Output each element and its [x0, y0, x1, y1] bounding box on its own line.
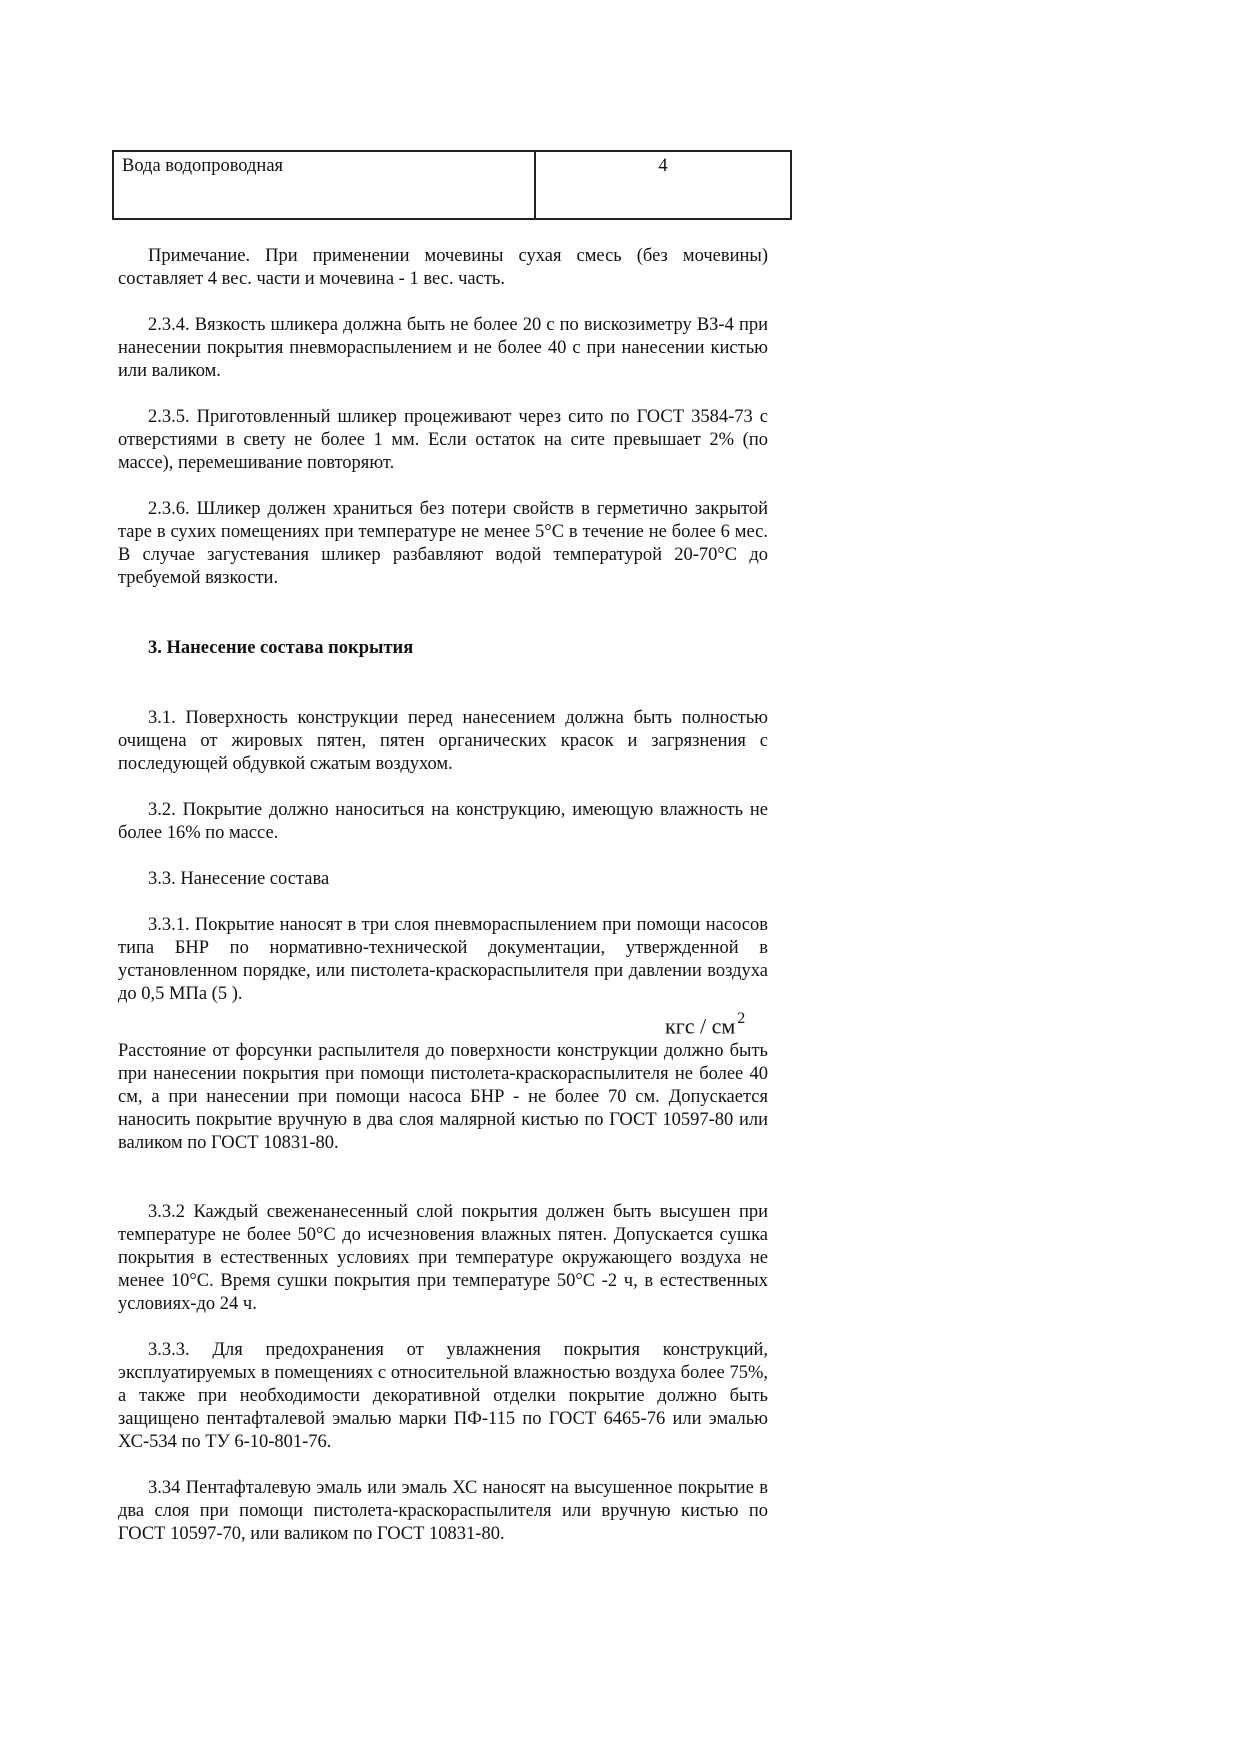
table-cell-value: 4	[535, 151, 791, 219]
formula-unit: кгс / см	[665, 1013, 736, 1039]
paragraph-2-3-4: 2.3.4. Вязкость шликера должна быть не более 20 с по вискозиметру ВЗ-4 при нанесении покрытия пневмораспылением и не более 40 с при нанесении кистью или валиком.	[118, 315, 768, 381]
paragraph-3-2: 3.2. Покрытие должно наноситься на конструкцию, имеющую влажность не более 16% по массе.	[118, 800, 768, 843]
paragraph-3-34: 3.34 Пентафталевую эмаль или эмаль ХС наносят на высушенное покрытие в два слоя при помощи пистолета-краскораспылителя или вручную кистью по ГОСТ 10597-70, или валиком по ГОСТ 10831-80.	[118, 1478, 768, 1544]
paragraph-3-3-1-continued: Расстояние от форсунки распылителя до поверхности конструкции должно быть при нанесении покрытия при помощи пистолета-краскораспылителя не более 40 см, а при нанесении при помощи насоса БНР - не более 70 см. Допускается наносить покрытие вручную в два слоя малярной кистью по ГОСТ 10597-80 или валиком по ГОСТ 10831-80.	[118, 1041, 768, 1153]
unit-formula	[665, 1008, 745, 1039]
paragraph-3-3-1: 3.3.1. Покрытие наносят в три слоя пневмораспылением при помощи насосов типа БНР по нормативно-технической документации, утвержденной в установленном порядке, или пистолета-краскораспылителя при давлении воздуха до 0,5 МПа (5 ).	[118, 915, 768, 1004]
table-row	[113, 151, 791, 219]
note-paragraph: Примечание. При применении мочевины сухая смесь (без мочевины) составляет 4 вес. части и мочевина - 1 вес. часть.	[118, 246, 768, 289]
paragraph-3-3-2: 3.3.2 Каждый свеженанесенный слой покрытия должен быть высушен при температуре не более 50°С до исчезновения влажных пятен. Допускается сушка покрытия в естественных условиях при температуре окружающего воздуха не менее 10°С. Время сушки покрытия при температуре 50°С -2 ч, в естественных условиях-до 24 ч.	[118, 1202, 768, 1314]
paragraph-3-1: 3.1. Поверхность конструкции перед нанесением должна быть полностью очищена от жировых пятен, пятен органических красок и загрязнения с последующей обдувкой сжатым воздухом.	[118, 708, 768, 774]
paragraph-3-3: 3.3. Нанесение состава	[148, 869, 330, 889]
composition-table	[112, 150, 792, 220]
paragraph-3-3-3: 3.3.3. Для предохранения от увлажнения покрытия конструкций, эксплуатируемых в помещениях с относительной влажностью воздуха более 75%, а также при необходимости декоративной отделки покрытие должно быть защищено пентафталевой эмалью марки ПФ-115 по ГОСТ 6465-76 или эмалью ХС-534 по ТУ 6-10-801-76.	[118, 1340, 768, 1452]
table-cell-component: Вода водопроводная	[113, 151, 535, 219]
paragraph-2-3-5: 2.3.5. Приготовленный шликер процеживают через сито по ГОСТ 3584-73 с отверстиями в свету не более 1 мм. Если остаток на сите превышает 2% (по массе), перемешивание повторяют.	[118, 407, 768, 473]
paragraph-2-3-6: 2.3.6. Шликер должен храниться без потери свойств в герметично закрытой таре в сухих помещениях при температуре не менее 5°С в течение не более 6 мес. В случае загустевания шликер разбавляют водой температурой 20-70°С до требуемой вязкости.	[118, 499, 768, 588]
section-heading: 3. Нанесение состава покрытия	[148, 638, 414, 658]
formula-exponent: 2	[737, 1010, 746, 1027]
